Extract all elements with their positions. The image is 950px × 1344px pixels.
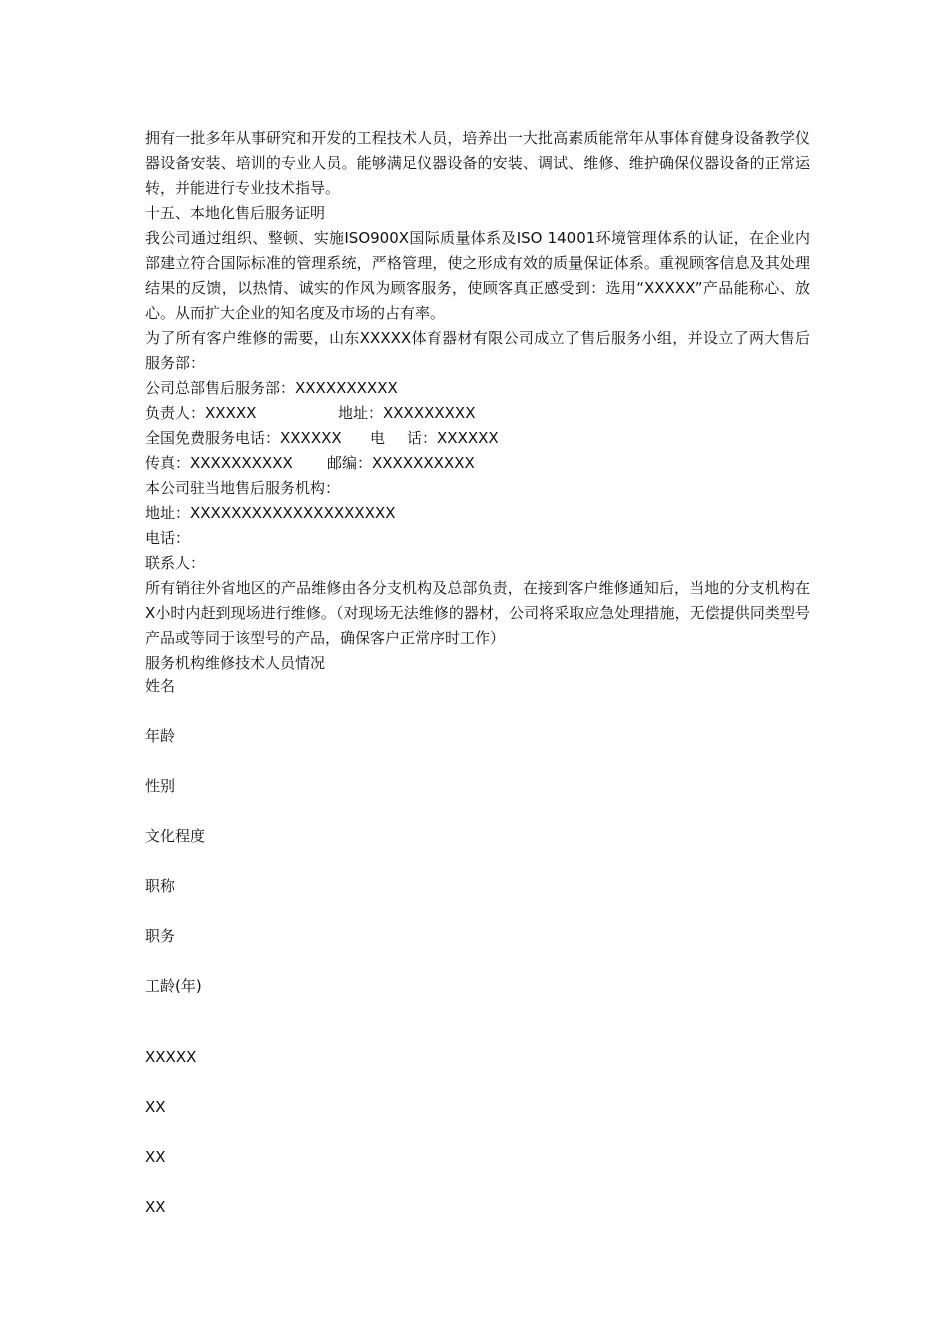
service-team-paragraph: 为了所有客户维修的需要，山东XXXXX体育器材有限公司成立了售后服务小组，并设立了两大售后服务部： [145,329,810,372]
staff-value-education: XX [145,1198,166,1216]
hq-address: 地址：XXXXXXXXX [338,404,476,422]
hq-hotline: 全国免费服务电话：XXXXXX [145,429,342,447]
staff-header-gender: 性别 [145,777,176,795]
hq-postcode: 邮编：XXXXXXXXXX [327,454,475,472]
staff-value-name: XXXXX [145,1048,197,1066]
hq-phone-label: 电 [370,429,386,447]
local-contact: 联系人： [145,554,206,572]
certification-paragraph: 我公司通过组织、整顿、实施ISO900X国际质量体系及ISO 14001环境管理体系的认证，在企业内部建立符合国际标准的管理系统，严格管理，使之形成有效的质量保证体系。重视顾客信息及其处理结果的反馈，以热情、诚实的作风为顾客服务，使顾客真正感受到：选用“XXXXX”产品能称心、放心。从而扩大企业的知名度及市场的占有率。 [145,229,810,322]
intro-paragraph: 拥有一批多年从事研究和开发的工程技术人员，培养出一大批高素质能常年从事体育健身设备教学仪器设备安装、培训的专业人员。能够满足仪器设备的安装、调试、维修、维护确保仪器设备的正常运转，并能进行专业技术指导。 [145,129,810,197]
staff-value-age: XX [145,1098,166,1116]
staff-table-title: 服务机构维修技术人员情况 [145,654,326,672]
local-phone: 电话： [145,529,191,547]
hq-phone [370,426,499,451]
staff-header-education: 文化程度 [145,827,206,845]
hq-contact-person: 负责人：XXXXX [145,404,257,422]
staff-header-title: 职称 [145,877,176,895]
hq-phone-value: 话：XXXXXX [407,429,499,447]
local-address: 地址：XXXXXXXXXXXXXXXXXXXX [145,504,396,522]
hq-service-dept: 公司总部售后服务部：XXXXXXXXXX [145,379,398,397]
staff-table-row [145,1045,810,1245]
hq-fax-row [145,451,810,476]
staff-header-name: 姓名 [145,677,176,695]
staff-table-headers [145,674,810,1024]
local-org-heading: 本公司驻当地售后服务机构： [145,479,341,497]
repair-policy-paragraph: 所有销往外省地区的产品维修由各分支机构及总部负责，在接到客户维修通知后，当地的分支机构在X小时内赶到现场进行维修。（对现场无法维修的器材，公司将采取应急处理措施，无偿提供同类型号产品或等同于该型号的产品，确保客户正常序时工作） [145,579,810,647]
staff-header-age: 年龄 [145,727,176,745]
staff-header-years: 工龄(年) [145,977,202,995]
hq-phone-row [145,426,810,451]
document-body [145,126,810,676]
staff-value-gender: XX [145,1148,166,1166]
section-heading: 十五、本地化售后服务证明 [145,204,326,222]
staff-header-position: 职务 [145,927,176,945]
hq-contact-row [145,401,810,426]
hq-fax: 传真：XXXXXXXXXX [145,454,293,472]
